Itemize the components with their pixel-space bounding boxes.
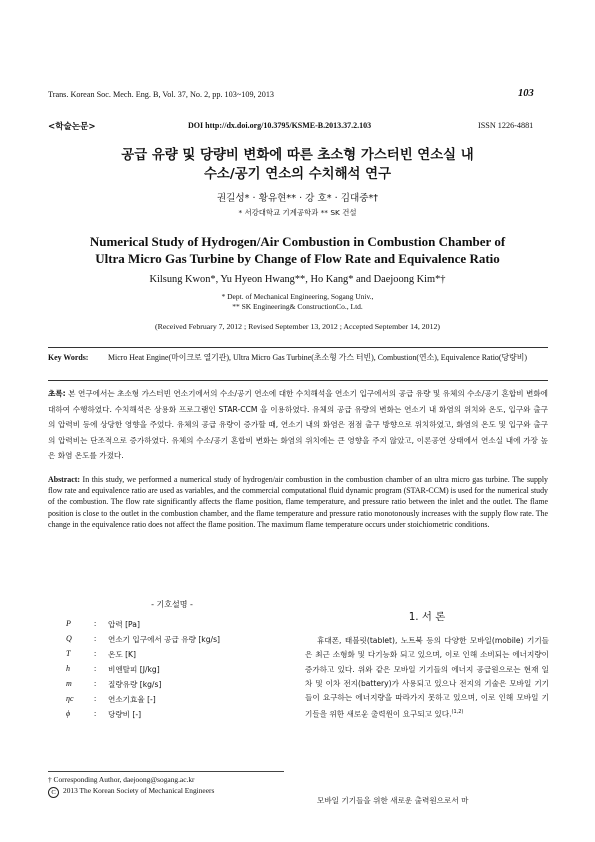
- abstract-korean-label: 초록:: [48, 389, 66, 398]
- nomenclature-title: - 기호설명 -: [151, 600, 193, 609]
- korean-title-line2: 수소/공기 연소의 수치해석 연구: [203, 167, 392, 182]
- introduction-paragraph-1: [305, 634, 549, 722]
- citation-ref: (1,2): [451, 709, 464, 716]
- english-affiliation-line1: * Dept. of Mechanical Engineering, Sogang Univ.,: [221, 292, 374, 301]
- english-authors: Kilsung Kwon*, Yu Hyeon Hwang**, Ho Kang* and Daejoong Kim*†: [149, 274, 446, 285]
- journal-reference: Trans. Korean Soc. Mech. Eng. B, Vol. 37, No. 2, pp. 103~109, 2013: [48, 90, 275, 99]
- corresponding-author: † Corresponding Author, daejoong@sogang.ac.kr: [48, 775, 195, 784]
- section-title-introduction: 1. 서 론: [408, 611, 446, 623]
- issn: ISSN 1226-4881: [478, 121, 534, 130]
- page-number: 103: [518, 88, 534, 99]
- korean-title-line1: 공급 유량 및 당량비 변화에 따른 초소형 가스터빈 연소실 내: [121, 148, 474, 163]
- introduction-paragraph-1-text: 휴대폰, 태블릿(tablet), 노트북 등의 다양한 모바일(mobile) 기기들은 최근 소형화 및 다기능화 되고 있으며, 이로 인해 소비되는 에너지량이 증가하고 있다. 위와 같은 모바일 기기들의 에너지 공급원으로는 현재 일차 및 이차 전지(battery)가 사용되고 있으나 전지의 기술은 모바일 기기들이 요구하는 에너지량을 따라가지 못하고 있으며, 이로 인해 모바일 기기들을 위한 새로운 출력원이 요구되고 있다.: [305, 636, 549, 720]
- keywords-text: Micro Heat Engine(마이크로 열기관), Ultra Micro Gas Turbine(초소형 가스 터빈), Combustion(연소), Equivalence Ratio(당량비): [108, 353, 527, 362]
- copyright-text: 2013 The Korean Society of Mechanical Engineers: [63, 786, 215, 795]
- abstract-english-label: Abstract:: [48, 475, 80, 484]
- nomenclature-list: P : 압력 [Pa] Q : 연소기 입구에서 공급 유량 [kg/s] T : 온도 [K] h : 비엔탈피 [J/kg] m : 질량유량 [kg/s] ηc : 연소기효율 [-] ϕ : 당량비 [-]: [66, 619, 221, 719]
- received-dates: (Received February 7, 2012 ; Revised September 13, 2012 ; Accepted September 14, 2012): [155, 322, 440, 331]
- korean-authors: 권길성* · 황유현** · 강 호* · 김대중*†: [216, 193, 379, 204]
- article-type: <학술논문>: [48, 122, 96, 132]
- copyright-icon: C: [48, 787, 59, 798]
- abstract-korean-text: 본 연구에서는 초소형 가스터빈 연소기에서의 수소/공기 연소에 대한 수치해석을 연소기 입구에서의 공급 유량 및 유체의 수소/공기 혼합비 변화에 대하여 수행하였다. 수치해석은 상용화 프로그램인 STAR-CCM 을 이용하였다. 유체의 공급 유량의 변화는 연소기 내 화염의 위치와 온도, 입구와 출구의 압력비 등에 상당한 영향을 주었다. 유체의 공급 유량이 증가할 때, 연소기 내의 화염은 점점 출구 방향으로 위치하였고, 화염의 온도 및 입구와 출구의 압력비는 단조적으로 증가하였다. 유체의 수소/공기 혼합비 변화는 화염의 위치에는 큰 영향을 주지 않았고, 이론공연 상태에서 연소실 내에 가장 높은 화염 온도를 가졌다.: [48, 389, 548, 460]
- keywords-label: Key Words:: [48, 353, 89, 362]
- introduction-paragraph-2: 모바일 기기들을 위한 새로운 출력원으로서 마: [317, 796, 469, 805]
- abstract-english-text: In this study, we performed a numerical study of hydrogen/air combustion in the combustion chamber of an ultra micro gas turbine. The supply flow rate and equivalence ratio are used as variables, and the commercial computational fluid dynamic program (STAR-CCM) is used for the numerical study of the combustion. The flow rate significantly affects the flame position, flame temperature, and pressure ratio between the inlet and the outlet. The flame position is close to the outlet in the combustion chamber, and the flame temperature and pressure ratio monotonously increases with the supply flow rate. The change in the equivalence ratio does not affect the flame position. The maximum flame temperature occurs under stoichiometric conditions.: [48, 475, 548, 529]
- divider-top: [48, 347, 548, 348]
- korean-affiliation: * 서강대학교 기계공학과 ** SK 건설: [238, 208, 357, 217]
- copyright: [48, 785, 288, 798]
- english-title-line2: Ultra Micro Gas Turbine by Change of Flow Rate and Equivalence Ratio: [95, 251, 500, 266]
- doi[interactable]: DOI http://dx.doi.org/10.3795/KSME-B.2013.37.2.103: [188, 121, 372, 130]
- divider-bottom: [48, 380, 548, 381]
- footnote-divider: [48, 771, 284, 772]
- abstract-korean: [48, 386, 548, 464]
- english-title-line1: Numerical Study of Hydrogen/Air Combustion in Combustion Chamber of: [89, 234, 506, 249]
- keywords: [48, 352, 548, 363]
- abstract-english: [48, 474, 548, 530]
- english-affiliation-line2: ** SK Engineering& ConstructionCo., Ltd.: [232, 302, 363, 311]
